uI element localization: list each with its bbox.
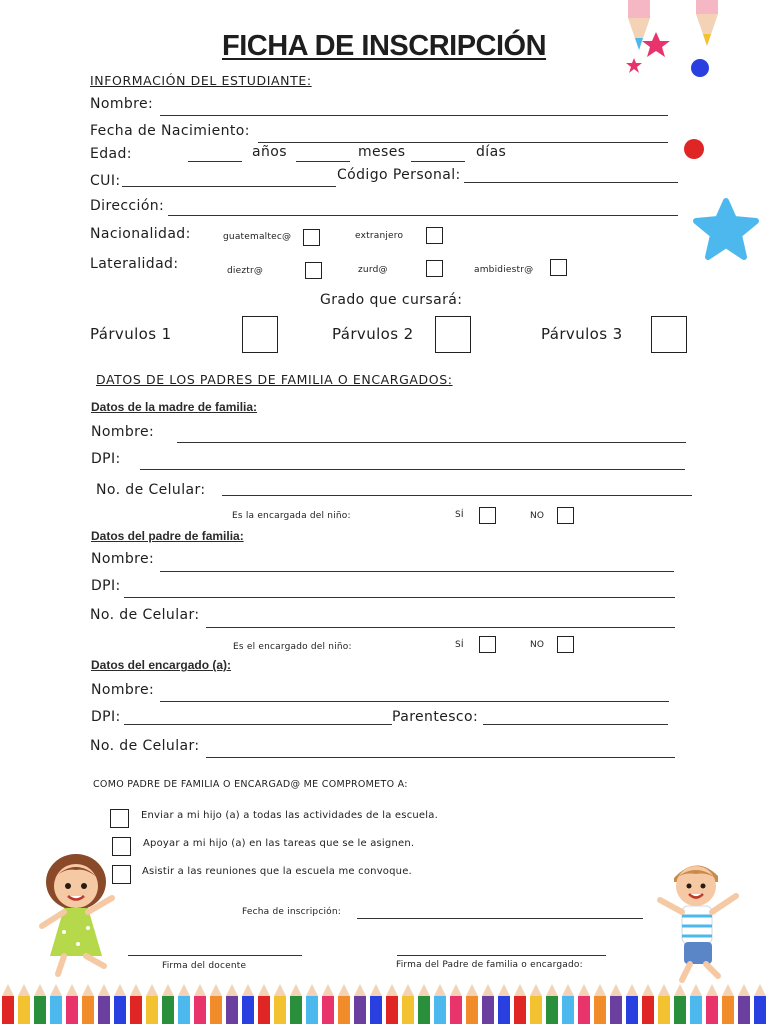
parent-signature-line[interactable] <box>397 955 606 956</box>
address-label: Dirección: <box>90 198 165 214</box>
pencil-icon <box>402 984 414 1024</box>
grade-heading: Grado que cursará: <box>320 292 463 308</box>
age-months-field[interactable] <box>296 161 350 162</box>
pencil-icon <box>370 984 382 1024</box>
pencil-icon <box>466 984 478 1024</box>
star-icon <box>626 58 642 73</box>
registration-date-label: Fecha de inscripción: <box>242 907 342 917</box>
guardian-name-label: Nombre: <box>91 682 155 698</box>
nationality-extranjero-checkbox[interactable] <box>426 227 443 244</box>
grade-parvulos-3-checkbox[interactable] <box>651 316 687 353</box>
pencil-icon <box>98 984 110 1024</box>
pencil-icon <box>274 984 286 1024</box>
pencil-icon <box>562 984 574 1024</box>
commitment-item-3: Asistir a las reuniones que la escuela me convoque. <box>142 866 412 877</box>
father-name-label: Nombre: <box>91 551 155 567</box>
pencil-icon <box>114 984 126 1024</box>
dot-icon <box>691 59 709 77</box>
teacher-signature-line[interactable] <box>128 955 302 956</box>
mother-no-checkbox[interactable] <box>557 507 574 524</box>
mother-yes-checkbox[interactable] <box>479 507 496 524</box>
pencil-icon <box>386 984 398 1024</box>
guardian-dpi-label: DPI: <box>91 709 121 725</box>
age-months-label: meses <box>358 144 406 160</box>
student-name-field[interactable] <box>160 115 668 116</box>
student-section-heading: INFORMACIÓN DEL ESTUDIANTE: <box>90 73 312 88</box>
parents-section-heading: DATOS DE LOS PADRES DE FAMILIA O ENCARGADOS: <box>96 372 453 387</box>
pencil-icon <box>130 984 142 1024</box>
laterality-label: Lateralidad: <box>90 256 179 272</box>
laterality-zurdo-checkbox[interactable] <box>426 260 443 277</box>
laterality-diestro-checkbox[interactable] <box>305 262 322 279</box>
pencil-icon <box>658 984 670 1024</box>
boy-illustration <box>652 852 744 988</box>
pencil-icon <box>546 984 558 1024</box>
father-name-field[interactable] <box>160 571 674 572</box>
pencil-icon <box>498 984 510 1024</box>
pencil-icon <box>696 0 718 46</box>
guardian-name-field[interactable] <box>160 701 669 702</box>
laterality-option-diestro: dieztr@ <box>227 266 264 276</box>
pencil-icon <box>514 984 526 1024</box>
pencil-icon <box>450 984 462 1024</box>
pencil-icon <box>82 984 94 1024</box>
laterality-option-ambidiestro: ambidiestr@ <box>474 265 534 275</box>
student-name-label: Nombre: <box>90 96 154 112</box>
guardian-phone-label: No. de Celular: <box>90 738 200 754</box>
guardian-heading: Datos del encargado (a): <box>91 658 232 672</box>
pencil-icon <box>738 984 750 1024</box>
pencil-icon <box>642 984 654 1024</box>
birth-date-field[interactable] <box>258 142 668 143</box>
birth-date-label: Fecha de Nacimiento: <box>90 123 250 139</box>
commitment-item-2: Apoyar a mi hijo (a) en las tareas que se le asignen. <box>143 838 415 849</box>
age-years-field[interactable] <box>188 161 242 162</box>
pencil-icon <box>66 984 78 1024</box>
dot-icon <box>684 139 704 159</box>
nationality-option-guatemalteco: guatemaltec@ <box>223 232 292 242</box>
mother-dpi-label: DPI: <box>91 451 121 467</box>
pencil-icon <box>2 984 14 1024</box>
top-pencils-decoration <box>610 0 768 90</box>
registration-date-field[interactable] <box>357 918 643 919</box>
laterality-ambidiestro-checkbox[interactable] <box>550 259 567 276</box>
pencil-icon <box>226 984 238 1024</box>
commitment-item-1: Enviar a mi hijo (a) a todas las actividades de la escuela. <box>141 810 438 821</box>
star-icon <box>696 201 756 257</box>
mother-heading: Datos de la madre de familia: <box>91 400 258 414</box>
page-title: FICHA DE INSCRIPCIÓN <box>222 30 547 62</box>
grade-parvulos-2-label: Párvulos 2 <box>332 325 414 343</box>
star-icon <box>642 32 670 57</box>
pencil-icon <box>578 984 590 1024</box>
pencil-icon <box>354 984 366 1024</box>
father-dpi-label: DPI: <box>91 578 121 594</box>
pencil-icon <box>706 984 718 1024</box>
pencil-icon <box>210 984 222 1024</box>
age-days-label: días <box>476 144 507 160</box>
father-phone-field[interactable] <box>206 627 675 628</box>
pencil-icon <box>594 984 606 1024</box>
father-yes-label: SÍ <box>455 640 464 650</box>
pencil-icon <box>434 984 446 1024</box>
guardian-relationship-field[interactable] <box>483 724 668 725</box>
mother-phone-label: No. de Celular: <box>96 482 206 498</box>
pencil-icon <box>482 984 494 1024</box>
pencil-icon <box>242 984 254 1024</box>
girl-illustration <box>34 848 130 980</box>
pencil-icon <box>50 984 62 1024</box>
father-dpi-field[interactable] <box>124 597 675 598</box>
pencil-icon <box>418 984 430 1024</box>
age-days-field[interactable] <box>411 161 465 162</box>
right-decoration <box>680 135 768 265</box>
pencil-icon <box>306 984 318 1024</box>
pencil-icon <box>338 984 350 1024</box>
nationality-label: Nacionalidad: <box>90 226 191 242</box>
grade-parvulos-3-label: Párvulos 3 <box>541 325 623 343</box>
age-years-label: años <box>252 144 287 160</box>
pencil-icon <box>754 984 766 1024</box>
parent-signature-label: Firma del Padre de familia o encargado: <box>396 960 583 970</box>
pencil-icon <box>146 984 158 1024</box>
pencil-border <box>0 984 768 1024</box>
pencil-icon <box>690 984 702 1024</box>
teacher-signature-label: Firma del docente <box>162 961 247 971</box>
father-phone-label: No. de Celular: <box>90 607 200 623</box>
grade-parvulos-2-checkbox[interactable] <box>435 316 471 353</box>
personal-code-label: Código Personal: <box>337 167 461 183</box>
pencil-icon <box>194 984 206 1024</box>
laterality-option-zurdo: zurd@ <box>358 265 388 275</box>
pencil-icon <box>674 984 686 1024</box>
mother-phone-field[interactable] <box>222 495 692 496</box>
mother-name-field[interactable] <box>177 442 686 443</box>
guardian-dpi-field[interactable] <box>124 724 392 725</box>
mother-guardian-question: Es la encargada del niño: <box>232 511 351 521</box>
mother-yes-label: SÍ <box>455 510 464 520</box>
pencil-icon <box>34 984 46 1024</box>
pencil-icon <box>530 984 542 1024</box>
father-no-checkbox[interactable] <box>557 636 574 653</box>
father-guardian-question: Es el encargado del niño: <box>233 642 352 652</box>
cui-label: CUI: <box>90 173 121 189</box>
pencil-icon <box>290 984 302 1024</box>
pencil-icon <box>610 984 622 1024</box>
cui-field[interactable] <box>122 186 336 187</box>
grade-parvulos-1-label: Párvulos 1 <box>90 325 172 343</box>
nationality-guatemalteco-checkbox[interactable] <box>303 229 320 246</box>
commitment-heading: COMO PADRE DE FAMILIA O ENCARGAD@ ME COMPROMETO A: <box>93 779 408 790</box>
pencil-icon <box>722 984 734 1024</box>
pencil-icon <box>322 984 334 1024</box>
father-yes-checkbox[interactable] <box>479 636 496 653</box>
guardian-phone-field[interactable] <box>206 757 675 758</box>
commitment-checkbox-1[interactable] <box>110 809 129 828</box>
father-no-label: NO <box>530 640 545 650</box>
personal-code-field[interactable] <box>464 182 678 183</box>
address-field[interactable] <box>168 215 678 216</box>
pencil-icon <box>626 984 638 1024</box>
pencil-icon <box>18 984 30 1024</box>
guardian-relationship-label: Parentesco: <box>392 709 479 725</box>
grade-parvulos-1-checkbox[interactable] <box>242 316 278 353</box>
mother-no-label: NO <box>530 511 545 521</box>
pencil-icon <box>178 984 190 1024</box>
father-heading: Datos del padre de familia: <box>91 529 244 543</box>
mother-name-label: Nombre: <box>91 424 155 440</box>
pencil-icon <box>162 984 174 1024</box>
pencil-icon <box>258 984 270 1024</box>
nationality-option-extranjero: extranjero <box>355 231 404 241</box>
mother-dpi-field[interactable] <box>140 469 685 470</box>
age-label: Edad: <box>90 146 132 162</box>
